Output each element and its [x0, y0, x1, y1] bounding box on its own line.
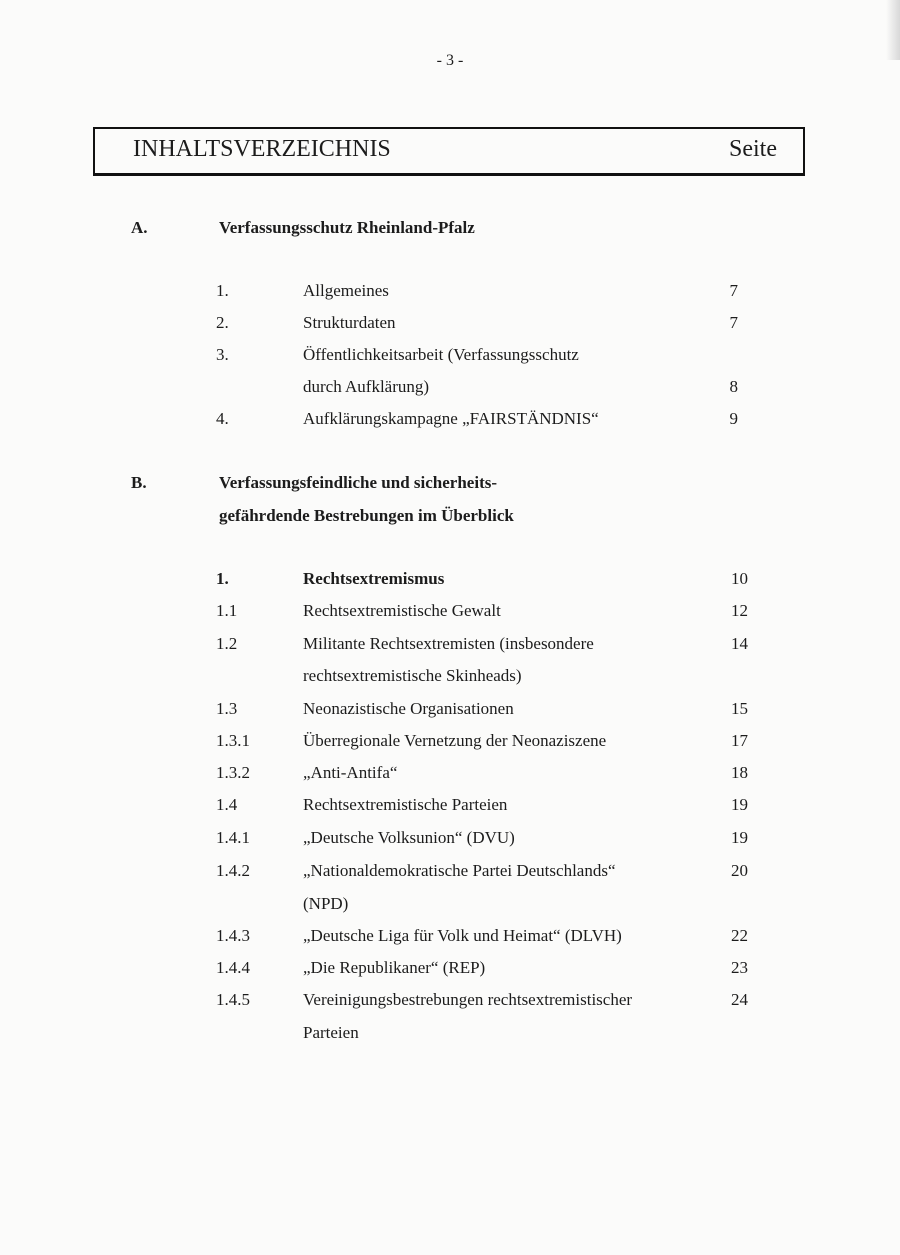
toc-header-box — [93, 127, 805, 176]
entry-title: Rechtsextremistische Gewalt — [303, 601, 501, 620]
entry-number: 1.3.2 — [216, 763, 250, 782]
entry-page: 24 — [731, 990, 748, 1009]
entry-page: 17 — [731, 731, 748, 750]
section-a-title: Verfassungsschutz Rheinland-Pfalz — [219, 218, 475, 237]
entry-title: Neonazistische Organisationen — [303, 699, 514, 718]
entry-title: „Nationaldemokratische Partei Deutschlands“ — [303, 861, 616, 880]
entry-title: Strukturdaten — [303, 313, 396, 332]
entry-title-continued: durch Aufklärung) — [303, 377, 430, 396]
entry-page: 8 — [729, 377, 738, 396]
entry-page: 10 — [731, 569, 748, 588]
page-column-label: Seite — [729, 136, 777, 162]
entry-page: 18 — [731, 763, 748, 782]
entry-title: Öffentlichkeitsarbeit (Verfassungsschutz — [303, 345, 579, 364]
entry-number: 1.2 — [216, 634, 238, 653]
entry-number: 1. — [216, 281, 229, 300]
entry-title: Allgemeines — [303, 281, 389, 300]
entry-title: Rechtsextremismus — [303, 569, 445, 588]
entry-page: 7 — [729, 281, 738, 300]
entry-title-continued: Parteien — [303, 1023, 359, 1042]
section-a-letter: A. — [131, 218, 148, 237]
entry-page: 12 — [731, 601, 748, 620]
toc-title: INHALTSVERZEICHNIS — [133, 136, 391, 162]
entry-number: 1.1 — [216, 601, 238, 620]
entry-title: Militante Rechtsextremisten (insbesondere — [303, 634, 594, 653]
entry-page: 14 — [731, 634, 748, 653]
entry-page: 15 — [731, 699, 748, 718]
entry-number: 1.3 — [216, 699, 238, 718]
entry-title: „Anti-Antifa“ — [303, 763, 398, 782]
entry-page: 19 — [731, 795, 748, 814]
section-b-title: Verfassungsfeindliche und sicherheits- — [219, 473, 498, 492]
entry-page: 20 — [731, 861, 748, 880]
entry-number: 1.4.5 — [216, 990, 250, 1009]
entry-number: 1.3.1 — [216, 731, 250, 750]
entry-page: 22 — [731, 926, 748, 945]
entry-number: 1.4.2 — [216, 861, 250, 880]
entry-number: 1.4.4 — [216, 958, 250, 977]
entry-number: 1.4 — [216, 795, 238, 814]
entry-number: 3. — [216, 345, 229, 364]
entry-page: 7 — [729, 313, 738, 332]
entry-title: Rechtsextremistische Parteien — [303, 795, 508, 814]
entry-number: 4. — [216, 409, 229, 428]
scan-edge-shadow — [886, 0, 900, 60]
section-b-title-continued: gefährdende Bestrebungen im Überblick — [219, 506, 514, 525]
entry-number: 1.4.1 — [216, 828, 250, 847]
entry-title: „Deutsche Volksunion“ (DVU) — [303, 828, 515, 847]
entry-title: Vereinigungsbestrebungen rechtsextremistischer — [303, 990, 633, 1009]
entry-page: 19 — [731, 828, 748, 847]
entry-number: 1.4.3 — [216, 926, 250, 945]
entry-number: 2. — [216, 313, 229, 332]
entry-title-continued: (NPD) — [303, 894, 349, 913]
entry-title: „Die Republikaner“ (REP) — [303, 958, 486, 977]
entry-page: 9 — [729, 409, 738, 428]
entry-number: 1. — [216, 569, 229, 588]
entry-title-continued: rechtsextremistische Skinheads) — [303, 666, 522, 685]
entry-title: Überregionale Vernetzung der Neonaziszene — [303, 731, 607, 750]
entry-title: Aufklärungskampagne „FAIRSTÄNDNIS“ — [303, 409, 599, 428]
section-b-letter: B. — [131, 473, 147, 492]
entry-title: „Deutsche Liga für Volk und Heimat“ (DLVH) — [303, 926, 622, 945]
page-number: - 3 - — [436, 52, 464, 69]
entry-page: 23 — [731, 958, 748, 977]
